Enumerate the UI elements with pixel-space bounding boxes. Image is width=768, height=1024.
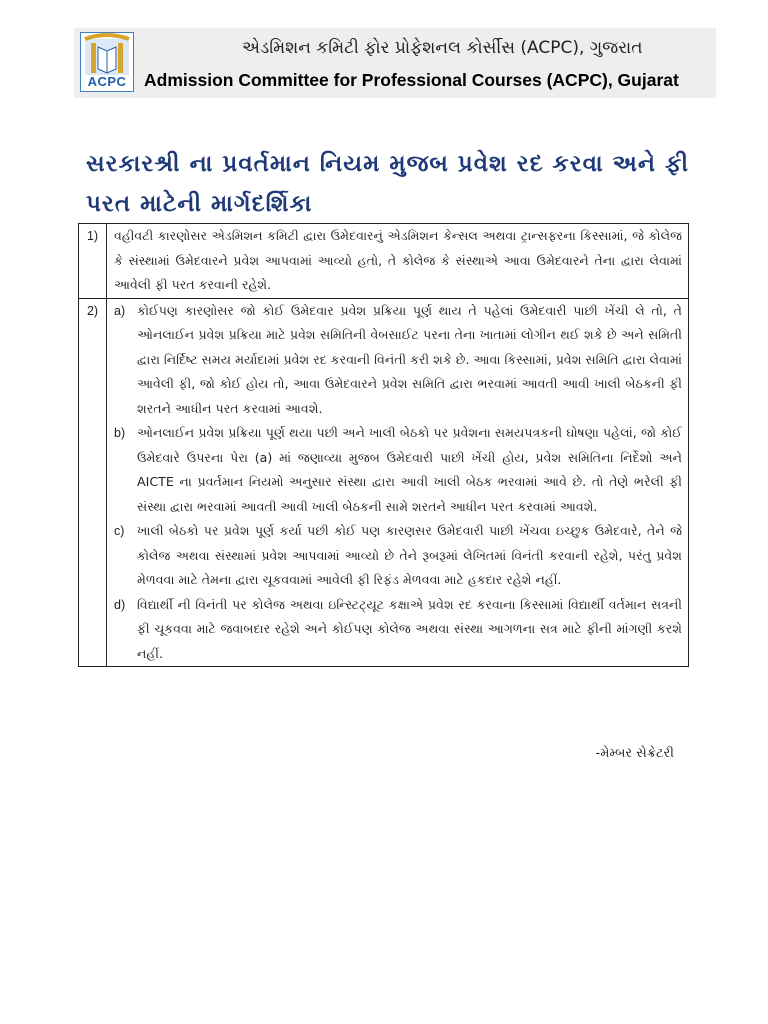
rule-number: 2) (79, 298, 107, 667)
acpc-logo (80, 32, 134, 92)
subitem-label: c) (114, 524, 125, 538)
subitem-text: ખાલી બેઠકો પર પ્રવેશ પૂર્ણ કર્યા પછી કોઈ પણ કારણસર ઉમેદવારી પાછી ખેંચવા ઇચ્છુક ઉમેદવારે, તેને જે કોલેજ અથવા સંસ્થામાં પ્રવેશ આપવામાં આવ્યો છે તેને રૂબરૂમાં લેખિતમાં વિનંતી કરવાની રહેશે, પરંતુ પ્રવેશ મેળવવા માટે તેમના દ્વારા ચૂકવવામાં આવેલી ફી રિફંડ મેળવવા માટે હકદાર રહેશે નહીં. (137, 523, 682, 587)
subitem-text: વિદ્યાર્થી ની વિનંતી પર કોલેજ અથવા ઇન્સ્ટિટ્યૂટ કક્ષાએ પ્રવેશ રદ કરવાના કિસ્સામાં વિદ્યાર્થી વર્તમાન સત્રની ફી ચૂકવવા માટે જવાબદાર રહેશે અને કોઈપણ કોલેજ અથવા સંસ્થા આગળના સત્ર માટે ફીની માંગણી કરશે નહીં. (137, 596, 682, 661)
subitem-text: ઓનલાઈન પ્રવેશ પ્રક્રિયા પૂર્ણ થયા પછી અને ખાલી બેઠકો પર પ્રવેશના સમયપત્રકની ઘોષણા પહેલાં, જો કોઈ ઉમેદવારે ઉપરના પેરા (a) માં જણાવ્યા મુજબ ઉમેદવારી પાછી ખેંચી હોય, પ્રવેશ સમિતિના નિર્દેશો અને AICTE ના પ્રવર્તમાન નિયમો અનુસાર સંસ્થા દ્વારા આવી ખાલી બેઠક ભરવામાં આવે છે. તો તેણે ભરેલી ફી સંસ્થા દ્વારા ભરવામાં આવતી આવી ખાલી બેઠકની સામે શરતને આધીન પરત કરવામાં આવશે. (137, 425, 682, 514)
guidelines-table (78, 223, 689, 667)
signoff: -મેમ્બર સેક્રેટરી (595, 746, 674, 761)
logo-text: ACPC (87, 74, 127, 89)
book-arch-icon (81, 33, 133, 77)
list-item (114, 299, 682, 422)
rule-subitems (107, 298, 689, 667)
subitem-label: a) (114, 303, 126, 318)
table-row (79, 224, 689, 299)
table-row (79, 298, 689, 667)
document-title: સરકારશ્રી ના પ્રવર્તમાન નિયમ મુજબ પ્રવેશ રદ કરવા અને ફી પરત માટેની માર્ગદર્શિકા (86, 151, 690, 217)
list-item (114, 421, 682, 519)
letterhead (74, 28, 716, 98)
org-name-gujarati: એડમિશન કમિટી ફોર પ્રોફેશનલ કોર્સીસ (ACPC), ગુજરાત (242, 38, 643, 58)
list-item (114, 593, 682, 667)
subitem-label: d) (114, 597, 126, 612)
org-name-english: Admission Committee for Professional Courses (ACPC), Gujarat (144, 70, 679, 90)
list-item (114, 519, 682, 593)
rule-number: 1) (79, 224, 107, 299)
rule-text: વહીવટી કારણોસર એડમિશન કમિટી દ્વારા ઉમેદવારનું એડમિશન કેન્સલ અથવા ટ્રાન્સફરના કિસ્સામાં, જે કોલેજ કે સંસ્થામાં ઉમેદવારને પ્રવેશ આપવામાં આવ્યો હતો, તે કોલેજ કે સંસ્થાએ આવા ઉમેદવારને તેના દ્વારા લેવામાં આવેલી ફી પરત કરવાની રહેશે. (107, 224, 689, 299)
subitem-text: કોઈપણ કારણોસર જો કોઈ ઉમેદવાર પ્રવેશ પ્રક્રિયા પૂર્ણ થાય તે પહેલાં ઉમેદવારી પાછી ખેંચી લે તો, તે ઓનલાઈન પ્રવેશ પ્રક્રિયા માટે પ્રવેશ સમિતિની વેબસાઈટ પરના તેના ખાતામાં લોગીન થઈ શકે છે અને સમિતી દ્વારા નિર્દિષ્ટ સમય મર્યાદામાં પ્રવેશ રદ કરવાની વિનંતી કરી શકે છે. આવા કિસ્સામાં, પ્રવેશ સમિતિ દ્વારા લેવામાં આવેલી ફી, જો કોઈ હોય તો, આવા ઉમેદવારને પ્રવેશ સમિતિ દ્વારા ભરવામાં આવતી આવી ખાલી બેઠકની ફી શરતને આધીન પરત કરવામાં આવશે. (137, 302, 682, 416)
subitem-label: b) (114, 426, 126, 440)
